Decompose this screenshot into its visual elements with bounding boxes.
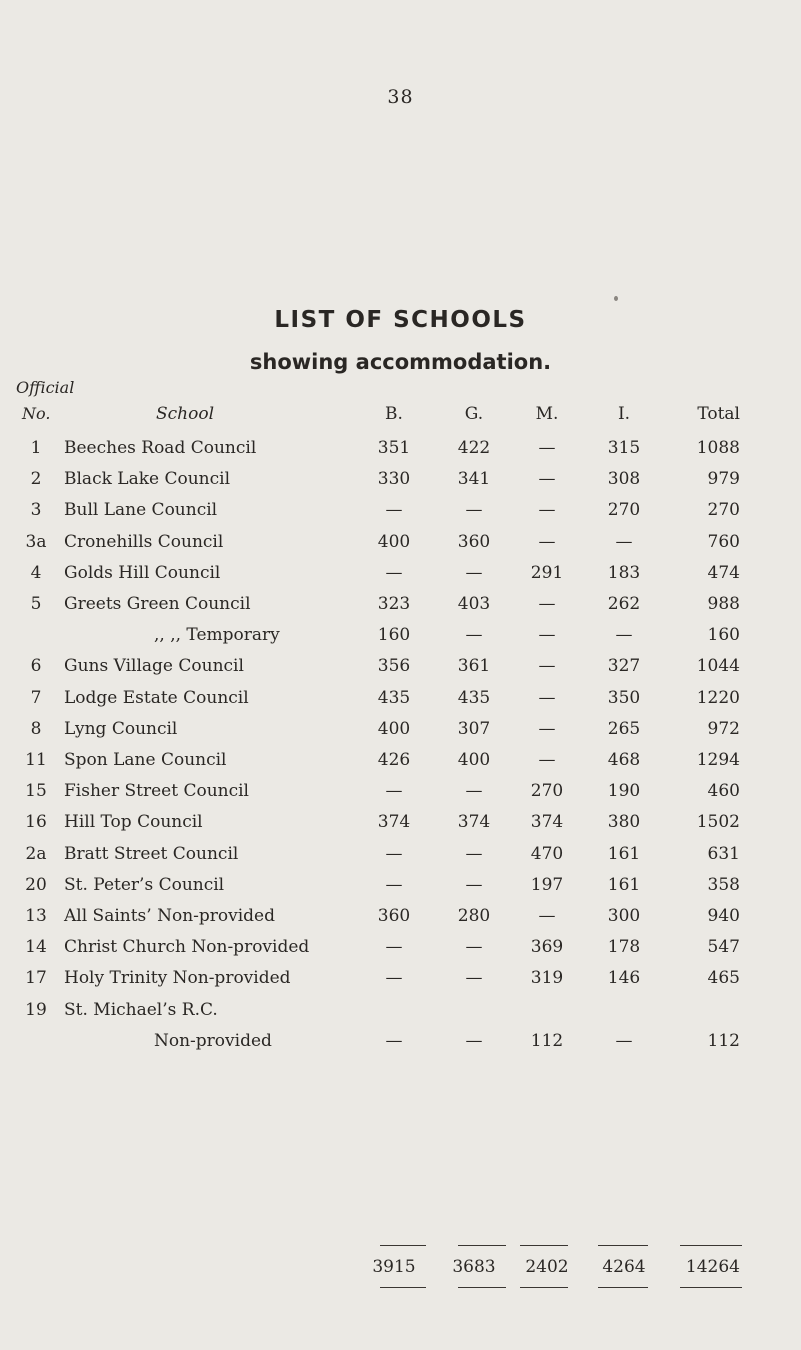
table-row <box>0 656 801 682</box>
cell-no: 5 <box>30 594 42 614</box>
cell-i: — <box>615 625 633 645</box>
cell-school: Bratt Street Council <box>64 844 239 864</box>
cell-g: — <box>465 781 483 801</box>
cell-total: 112 <box>707 1031 740 1051</box>
cell-total: 940 <box>707 906 740 926</box>
cell-school: St. Michael’s R.C. <box>64 1000 218 1020</box>
cell-b: 330 <box>377 469 411 489</box>
cell-m: 291 <box>530 563 564 583</box>
rule2-m <box>520 1287 568 1288</box>
table-row <box>0 906 801 932</box>
cell-total: 760 <box>707 532 740 552</box>
cell-g: 280 <box>457 906 491 926</box>
cell-i: 262 <box>607 594 641 614</box>
cell-total: 270 <box>707 500 740 520</box>
header-no: No. <box>22 404 51 423</box>
cell-b: 356 <box>377 656 411 676</box>
table-row <box>0 688 801 714</box>
table-row <box>0 532 801 558</box>
cell-b: 400 <box>377 532 411 552</box>
cell-i: 265 <box>607 719 641 739</box>
cell-school: Black Lake Council <box>64 469 231 489</box>
cell-b: 360 <box>377 906 411 926</box>
cell-m: 369 <box>530 937 564 957</box>
page-subtitle: showing accommodation. <box>249 350 552 374</box>
cell-i: 146 <box>607 968 641 988</box>
cell-g: 361 <box>457 656 491 676</box>
cell-m: — <box>538 500 556 520</box>
cell-m: — <box>538 656 556 676</box>
cell-total: 1220 <box>696 688 740 708</box>
cell-b: 400 <box>377 719 411 739</box>
total-b: 3915 <box>372 1257 416 1277</box>
cell-i: 300 <box>607 906 641 926</box>
cell-i: 183 <box>607 563 641 583</box>
ink-speck <box>614 296 618 301</box>
total-g: 3683 <box>452 1257 496 1277</box>
cell-no: 13 <box>25 906 47 926</box>
cell-g: — <box>465 500 483 520</box>
cell-school: Holy Trinity Non-provided <box>64 968 291 988</box>
cell-g: 374 <box>457 812 491 832</box>
cell-no: 2a <box>25 844 47 864</box>
cell-school: Lyng Council <box>64 719 178 739</box>
header-g: G. <box>464 404 484 424</box>
cell-school: Lodge Estate Council <box>64 688 249 708</box>
cell-m: — <box>538 906 556 926</box>
cell-b: 351 <box>377 438 411 458</box>
cell-b: 435 <box>377 688 411 708</box>
total-total: 14264 <box>685 1257 740 1277</box>
cell-i: 178 <box>607 937 641 957</box>
cell-school: ,, ,, Temporary <box>154 625 280 645</box>
cell-no: 3 <box>30 500 42 520</box>
cell-i: 350 <box>607 688 641 708</box>
cell-total: 465 <box>707 968 740 988</box>
cell-m: — <box>538 688 556 708</box>
table-row <box>0 844 801 870</box>
cell-i: 161 <box>607 844 641 864</box>
table-header <box>0 404 801 430</box>
table-row <box>0 594 801 620</box>
table-row <box>0 875 801 901</box>
cell-total: 160 <box>707 625 740 645</box>
cell-g: — <box>465 875 483 895</box>
table-row <box>0 781 801 807</box>
cell-no: 11 <box>25 750 47 770</box>
table-row <box>0 500 801 526</box>
cell-total: 358 <box>707 875 740 895</box>
rule-g <box>458 1245 506 1246</box>
cell-m: — <box>538 532 556 552</box>
total-m: 2402 <box>525 1257 569 1277</box>
table-row <box>0 1000 801 1026</box>
cell-m: — <box>538 594 556 614</box>
header-total: Total <box>697 404 740 424</box>
cell-school: Bull Lane Council <box>64 500 218 520</box>
cell-no: 2 <box>30 469 42 489</box>
table-row <box>0 563 801 589</box>
table-row <box>0 719 801 745</box>
cell-m: 197 <box>530 875 564 895</box>
cell-b: 426 <box>377 750 411 770</box>
cell-no: 6 <box>30 656 42 676</box>
cell-total: 460 <box>707 781 740 801</box>
table-row <box>0 469 801 495</box>
cell-m: — <box>538 719 556 739</box>
cell-m: — <box>538 750 556 770</box>
cell-school: All Saints’ Non-provided <box>64 906 275 926</box>
rule-i <box>598 1245 648 1246</box>
cell-school: Greets Green Council <box>64 594 251 614</box>
cell-no: 1 <box>30 438 42 458</box>
table-row <box>0 1031 801 1057</box>
cell-g: 307 <box>457 719 491 739</box>
table-row <box>0 750 801 776</box>
cell-g: 403 <box>457 594 491 614</box>
cell-m: 470 <box>530 844 564 864</box>
cell-b: 374 <box>377 812 411 832</box>
cell-g: — <box>465 968 483 988</box>
cell-total: 1088 <box>696 438 740 458</box>
header-m: M. <box>535 404 559 424</box>
cell-school: St. Peter’s Council <box>64 875 225 895</box>
cell-b: — <box>385 563 403 583</box>
totals-row <box>0 1257 801 1283</box>
cell-i: 468 <box>607 750 641 770</box>
table-row <box>0 438 801 464</box>
cell-m: 270 <box>530 781 564 801</box>
cell-school: Christ Church Non-provided <box>64 937 310 957</box>
cell-b: — <box>385 937 403 957</box>
cell-no: 14 <box>25 937 47 957</box>
table-row <box>0 968 801 994</box>
cell-school: Spon Lane Council <box>64 750 227 770</box>
cell-b: — <box>385 500 403 520</box>
rule2-i <box>598 1287 648 1288</box>
header-b: B. <box>385 404 403 424</box>
cell-i: 315 <box>607 438 641 458</box>
rule-b <box>380 1245 426 1246</box>
cell-i: 161 <box>607 875 641 895</box>
cell-g: — <box>465 625 483 645</box>
rule-total <box>680 1245 742 1246</box>
cell-i: 190 <box>607 781 641 801</box>
cell-g: — <box>465 1031 483 1051</box>
cell-school: Hill Top Council <box>64 812 203 832</box>
cell-no: 20 <box>25 875 47 895</box>
cell-b: — <box>385 875 403 895</box>
header-school: School <box>156 404 215 424</box>
cell-total: 972 <box>707 719 740 739</box>
cell-no: 15 <box>25 781 47 801</box>
table-row <box>0 812 801 838</box>
cell-m: 319 <box>530 968 564 988</box>
cell-g: 400 <box>457 750 491 770</box>
table-row <box>0 937 801 963</box>
cell-no: 19 <box>25 1000 47 1020</box>
cell-g: — <box>465 563 483 583</box>
cell-school: Fisher Street Council <box>64 781 249 801</box>
table-row <box>0 625 801 651</box>
cell-i: 270 <box>607 500 641 520</box>
cell-no: 7 <box>30 688 42 708</box>
cell-i: — <box>615 532 633 552</box>
cell-m: — <box>538 625 556 645</box>
header-official: Official <box>16 378 75 397</box>
rule2-total <box>680 1287 742 1288</box>
cell-m: 374 <box>530 812 564 832</box>
cell-no: 3a <box>25 532 47 552</box>
cell-total: 547 <box>707 937 740 957</box>
total-i: 4264 <box>602 1257 646 1277</box>
cell-i: 308 <box>607 469 641 489</box>
cell-total: 1502 <box>696 812 740 832</box>
cell-b: — <box>385 844 403 864</box>
cell-school: Golds Hill Council <box>64 563 221 583</box>
cell-school: Beeches Road Council <box>64 438 257 458</box>
cell-b: — <box>385 1031 403 1051</box>
cell-school: Cronehills Council <box>64 532 224 552</box>
cell-no: 4 <box>30 563 42 583</box>
cell-g: — <box>465 844 483 864</box>
cell-m: — <box>538 469 556 489</box>
cell-b: — <box>385 968 403 988</box>
page-number: 38 <box>387 86 414 108</box>
cell-total: 631 <box>707 844 740 864</box>
cell-g: — <box>465 937 483 957</box>
cell-total: 1294 <box>696 750 740 770</box>
rule2-b <box>380 1287 426 1288</box>
cell-total: 1044 <box>696 656 740 676</box>
rule-m <box>520 1245 568 1246</box>
cell-g: 435 <box>457 688 491 708</box>
cell-total: 988 <box>707 594 740 614</box>
cell-m: 112 <box>530 1031 564 1051</box>
rule2-g <box>458 1287 506 1288</box>
cell-m: — <box>538 438 556 458</box>
cell-total: 474 <box>707 563 740 583</box>
cell-i: — <box>615 1031 633 1051</box>
cell-no: 8 <box>30 719 42 739</box>
cell-school: Guns Village Council <box>64 656 244 676</box>
page-title: LIST OF SCHOOLS <box>274 307 527 333</box>
header-i: I. <box>617 404 631 424</box>
cell-total: 979 <box>707 469 740 489</box>
cell-school: Non-provided <box>154 1031 272 1051</box>
cell-b: 323 <box>377 594 411 614</box>
cell-i: 380 <box>607 812 641 832</box>
cell-no: 17 <box>25 968 47 988</box>
cell-g: 360 <box>457 532 491 552</box>
cell-g: 341 <box>457 469 491 489</box>
cell-i: 327 <box>607 656 641 676</box>
cell-no: 16 <box>25 812 47 832</box>
cell-b: 160 <box>377 625 411 645</box>
cell-b: — <box>385 781 403 801</box>
cell-g: 422 <box>457 438 491 458</box>
